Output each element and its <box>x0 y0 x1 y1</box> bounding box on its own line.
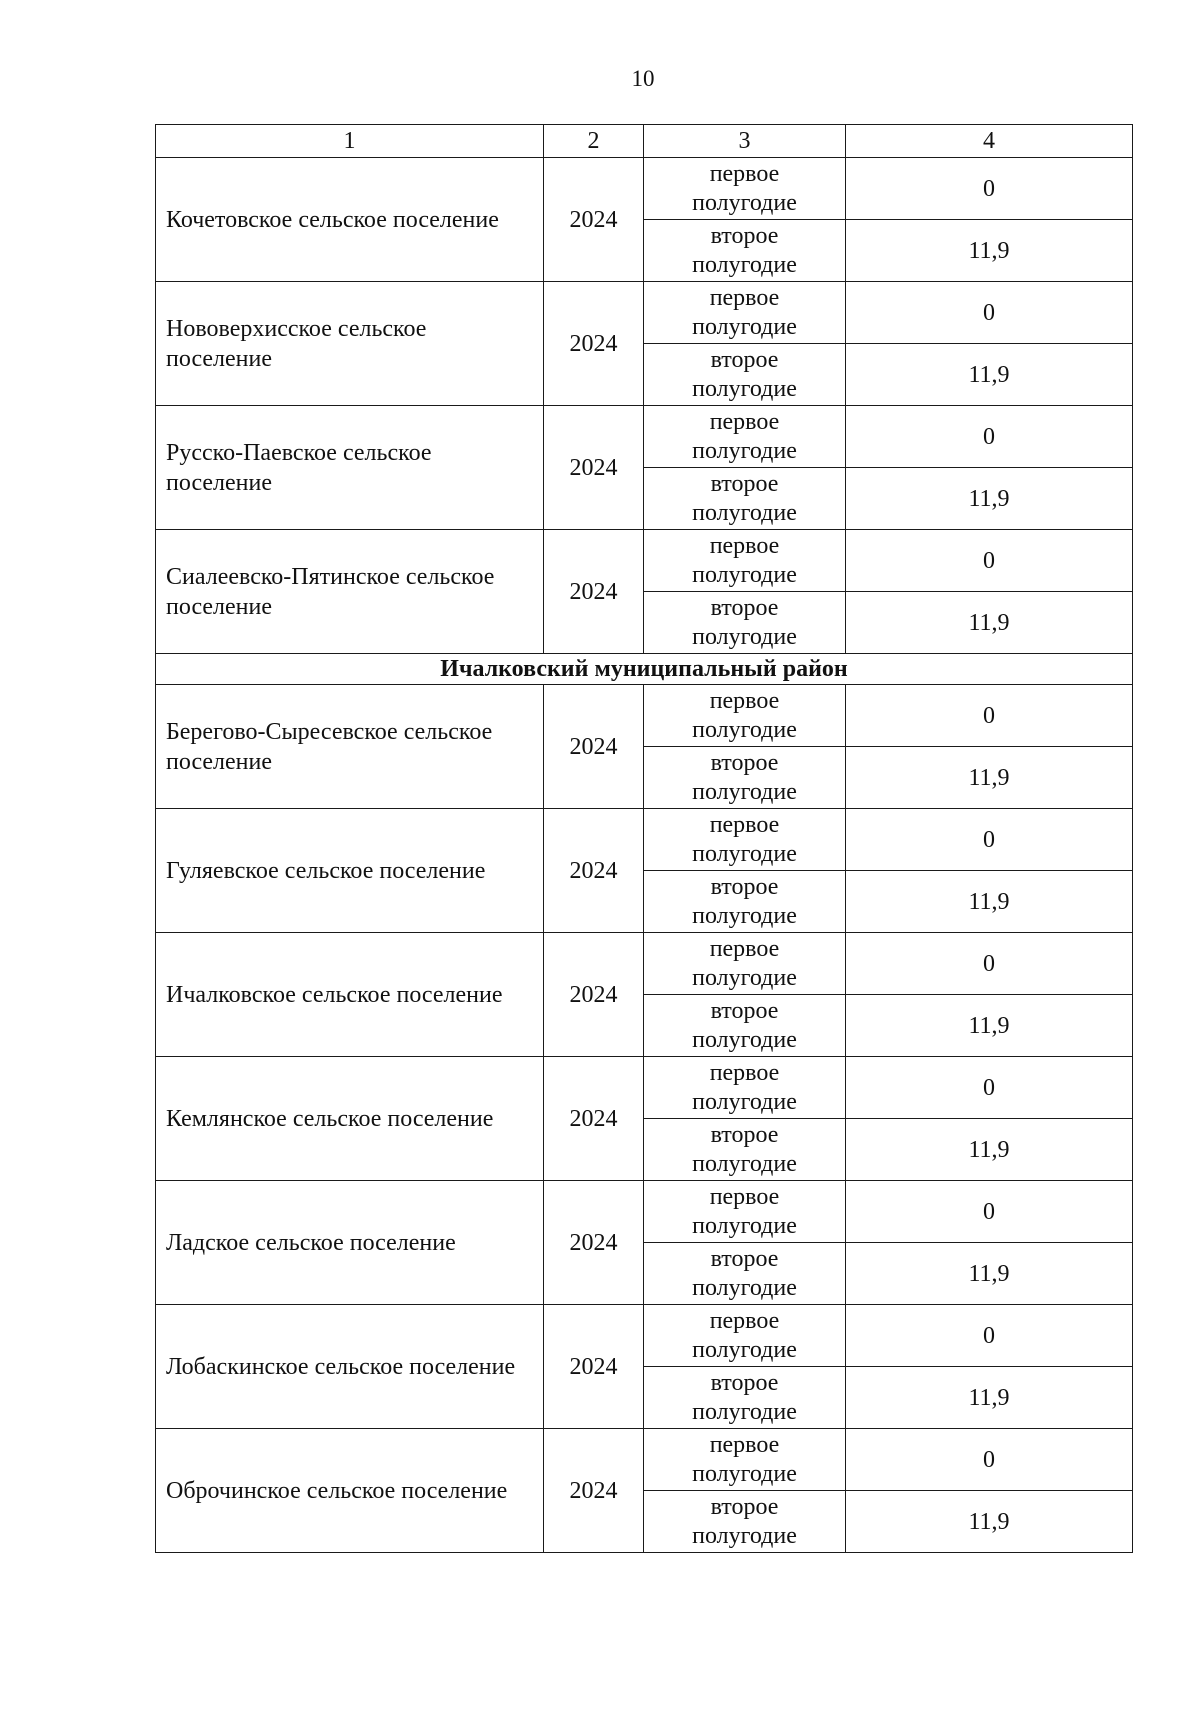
value-cell: 0 <box>846 1429 1133 1491</box>
period-line-2: полугодие <box>692 251 797 278</box>
settlement-name: Кемлянское сельское поселение <box>156 1057 544 1181</box>
period-line-1: первое <box>709 160 780 187</box>
period-cell <box>644 747 846 809</box>
settlement-name: Ичалковское сельское поселение <box>156 933 544 1057</box>
period-line-1: первое <box>709 532 780 559</box>
period-cell <box>644 1181 846 1243</box>
period-line-2: полугодие <box>692 902 797 929</box>
year-cell: 2024 <box>544 809 644 933</box>
value-cell: 11,9 <box>846 995 1133 1057</box>
year-cell: 2024 <box>544 530 644 654</box>
period-cell <box>644 1057 846 1119</box>
period-line-2: полугодие <box>692 1026 797 1053</box>
period-line-1: второе <box>710 1369 779 1396</box>
year-cell: 2024 <box>544 1057 644 1181</box>
period-line-1: второе <box>710 346 779 373</box>
column-header-1: 1 <box>156 125 544 158</box>
value-cell: 0 <box>846 406 1133 468</box>
period-line-1: первое <box>709 1059 780 1086</box>
year-cell: 2024 <box>544 1305 644 1429</box>
settlement-name: Берегово-Сыресевское сельское поселение <box>156 685 544 809</box>
period-line-2: полугодие <box>692 561 797 588</box>
period-line-2: полугодие <box>692 716 797 743</box>
period-line-2: полугодие <box>692 1274 797 1301</box>
table-row <box>156 685 1133 747</box>
period-line-1: второе <box>710 1245 779 1272</box>
period-line-1: первое <box>709 811 780 838</box>
period-cell <box>644 995 846 1057</box>
period-line-2: полугодие <box>692 437 797 464</box>
period-line-2: полугодие <box>692 189 797 216</box>
period-cell <box>644 1429 846 1491</box>
value-cell: 11,9 <box>846 1119 1133 1181</box>
period-cell <box>644 1119 846 1181</box>
table-row <box>156 1429 1133 1491</box>
value-cell: 0 <box>846 1057 1133 1119</box>
value-cell: 0 <box>846 1305 1133 1367</box>
period-cell <box>644 468 846 530</box>
period-line-2: полугодие <box>692 1336 797 1363</box>
table-row <box>156 530 1133 592</box>
period-line-1: второе <box>710 1121 779 1148</box>
table-row <box>156 933 1133 995</box>
table-row <box>156 809 1133 871</box>
district-header-row <box>156 654 1133 685</box>
period-line-2: полугодие <box>692 375 797 402</box>
value-cell: 0 <box>846 530 1133 592</box>
table-row <box>156 1305 1133 1367</box>
column-header-3: 3 <box>644 125 846 158</box>
period-line-1: второе <box>710 594 779 621</box>
value-cell: 0 <box>846 685 1133 747</box>
period-cell <box>644 530 846 592</box>
table-row <box>156 282 1133 344</box>
value-cell: 11,9 <box>846 1367 1133 1429</box>
value-cell: 11,9 <box>846 1491 1133 1553</box>
table-row <box>156 1057 1133 1119</box>
settlement-name: Оброчинское сельское поселение <box>156 1429 544 1553</box>
period-cell <box>644 1243 846 1305</box>
period-cell <box>644 406 846 468</box>
period-line-1: первое <box>709 935 780 962</box>
value-cell: 11,9 <box>846 220 1133 282</box>
period-line-1: второе <box>710 873 779 900</box>
period-line-2: полугодие <box>692 499 797 526</box>
period-line-2: полугодие <box>692 778 797 805</box>
period-line-2: полугодие <box>692 313 797 340</box>
settlement-name: Кочетовское сельское поселение <box>156 158 544 282</box>
column-header-4: 4 <box>846 125 1133 158</box>
period-cell <box>644 685 846 747</box>
period-cell <box>644 344 846 406</box>
value-cell: 11,9 <box>846 747 1133 809</box>
value-cell: 11,9 <box>846 344 1133 406</box>
data-table <box>155 124 1133 1553</box>
value-cell: 0 <box>846 1181 1133 1243</box>
period-cell <box>644 809 846 871</box>
value-cell: 0 <box>846 282 1133 344</box>
settlement-name: Гуляевское сельское поселение <box>156 809 544 933</box>
period-line-1: первое <box>709 284 780 311</box>
table-body <box>156 125 1133 1553</box>
value-cell: 11,9 <box>846 871 1133 933</box>
period-cell <box>644 282 846 344</box>
period-line-2: полугодие <box>692 964 797 991</box>
period-line-1: первое <box>709 687 780 714</box>
table-row <box>156 158 1133 220</box>
period-line-1: второе <box>710 1493 779 1520</box>
period-line-2: полугодие <box>692 623 797 650</box>
settlement-name: Ладское сельское поселение <box>156 1181 544 1305</box>
period-line-1: первое <box>709 1431 780 1458</box>
column-header-2: 2 <box>544 125 644 158</box>
value-cell: 0 <box>846 158 1133 220</box>
period-line-1: первое <box>709 1307 780 1334</box>
period-line-1: первое <box>709 1183 780 1210</box>
year-cell: 2024 <box>544 1181 644 1305</box>
period-line-1: первое <box>709 408 780 435</box>
period-line-1: второе <box>710 749 779 776</box>
period-line-2: полугодие <box>692 1212 797 1239</box>
period-line-1: второе <box>710 997 779 1024</box>
value-cell: 11,9 <box>846 468 1133 530</box>
period-line-2: полугодие <box>692 1460 797 1487</box>
period-cell <box>644 158 846 220</box>
value-cell: 0 <box>846 809 1133 871</box>
header-row <box>156 125 1133 158</box>
value-cell: 0 <box>846 933 1133 995</box>
period-cell <box>644 592 846 654</box>
year-cell: 2024 <box>544 158 644 282</box>
table-row <box>156 1181 1133 1243</box>
year-cell: 2024 <box>544 1429 644 1553</box>
period-line-1: второе <box>710 222 779 249</box>
settlement-name: Нововерхисское сельское поселение <box>156 282 544 406</box>
district-title: Ичалковский муниципальный район <box>156 654 1133 685</box>
page-number: 10 <box>631 66 655 91</box>
period-line-2: полугодие <box>692 1150 797 1177</box>
period-cell <box>644 1367 846 1429</box>
settlement-name: Сиалеевско-Пятинское сельское поселение <box>156 530 544 654</box>
period-line-2: полугодие <box>692 840 797 867</box>
period-line-2: полугодие <box>692 1398 797 1425</box>
table-row <box>156 406 1133 468</box>
year-cell: 2024 <box>544 933 644 1057</box>
period-line-2: полугодие <box>692 1088 797 1115</box>
period-cell <box>644 871 846 933</box>
value-cell: 11,9 <box>846 1243 1133 1305</box>
period-line-2: полугодие <box>692 1522 797 1549</box>
period-cell <box>644 933 846 995</box>
settlement-name: Русско-Паевское сельское поселение <box>156 406 544 530</box>
year-cell: 2024 <box>544 685 644 809</box>
period-cell <box>644 1491 846 1553</box>
period-cell <box>644 220 846 282</box>
settlement-name: Лобаскинское сельское поселение <box>156 1305 544 1429</box>
year-cell: 2024 <box>544 406 644 530</box>
period-line-1: второе <box>710 470 779 497</box>
value-cell: 11,9 <box>846 592 1133 654</box>
period-cell <box>644 1305 846 1367</box>
year-cell: 2024 <box>544 282 644 406</box>
